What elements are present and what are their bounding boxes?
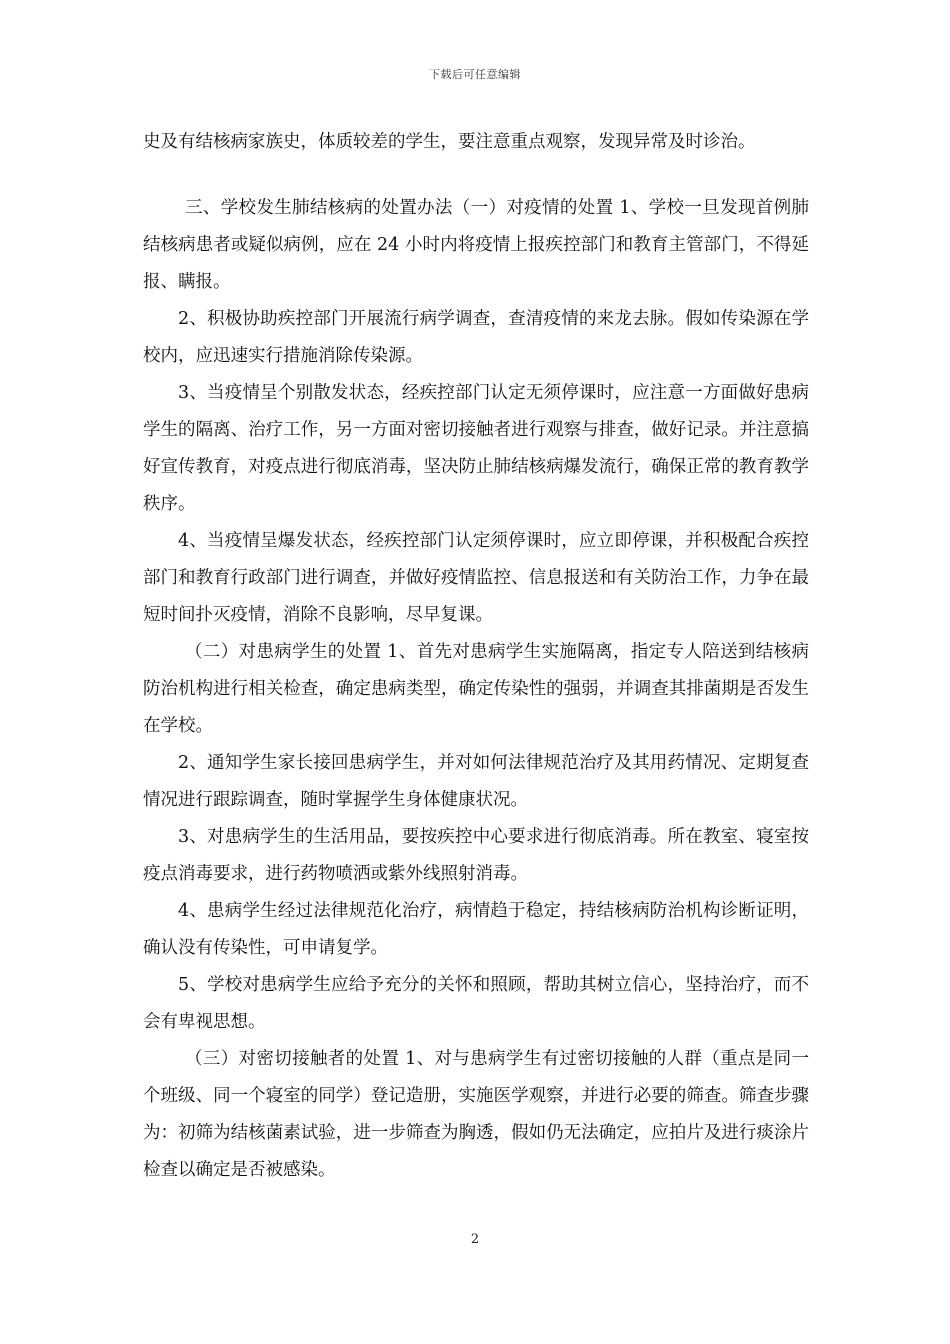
paragraph-subsection-three: （三）对密切接触者的处置 1、对与患病学生有过密切接触的人群（重点是同一个班级、同一个寝室的同学）登记造册，实施医学观察，并进行必要的筛查。筛查步骤为：初筛为结核菌素试验，进一步筛查为胸透，假如仍无法确定，应拍片及进行痰涂片检查以确定是否被感染。	[143, 1049, 809, 1180]
paragraph-item-4: 4、当疫情呈爆发状态，经疾控部门认定须停课时，应立即停课，并积极配合疾控部门和教育行政部门进行调查，并做好疫情监控、信息报送和有关防治工作，力争在最短时间扑灭疫情，消除不良影响，尽早复课。	[143, 531, 809, 625]
page-header: 下载后可任意编辑	[429, 68, 521, 81]
paragraph-continuation: 史及有结核病家族史，体质较差的学生，要注意重点观察，发现异常及时诊治。	[143, 132, 756, 152]
body-text	[143, 124, 809, 1189]
paragraph-sub-item-4: 4、患病学生经过法律规范化治疗，病情趋于稳定，持结核病防治机构诊断证明，确认没有传染性，可申请复学。	[143, 901, 809, 958]
paragraph-item-3: 3、当疫情呈个别散发状态，经疾控部门认定无须停课时，应注意一方面做好患病学生的隔离、治疗工作，另一方面对密切接触者进行观察与排查，做好记录。并注意搞好宣传教育，对疫点进行彻底消毒，坚决防止肺结核病爆发流行，确保正常的教育教学秩序。	[143, 383, 809, 514]
paragraph-section-three: 三、学校发生肺结核病的处置办法（一）对疫情的处置 1、学校一旦发现首例肺结核病患者或疑似病例，应在 24 小时内将疫情上报疾控部门和教育主管部门，不得延报、瞒报。	[143, 198, 809, 292]
paragraph-subsection-two: （二）对患病学生的处置 1、首先对患病学生实施隔离，指定专人陪送到结核病防治机构进行相关检查，确定患病类型，确定传染性的强弱，并调查其排菌期是否发生在学校。	[143, 642, 809, 736]
page-number: 2	[470, 1232, 480, 1247]
paragraph-item-2: 2、积极协助疾控部门开展流行病学调查，查清疫情的来龙去脉。假如传染源在学校内，应迅速实行措施消除传染源。	[143, 309, 809, 366]
paragraph-sub-item-3: 3、对患病学生的生活用品，要按疾控中心要求进行彻底消毒。所在教室、寝室按疫点消毒要求，进行药物喷洒或紫外线照射消毒。	[143, 827, 809, 884]
paragraph-sub-item-2: 2、通知学生家长接回患病学生，并对如何法律规范治疗及其用药情况、定期复查情况进行跟踪调查，随时掌握学生身体健康状况。	[143, 753, 809, 810]
paragraph-sub-item-5: 5、学校对患病学生应给予充分的关怀和照顾，帮助其树立信心，坚持治疗，而不会有卑视思想。	[143, 975, 809, 1032]
